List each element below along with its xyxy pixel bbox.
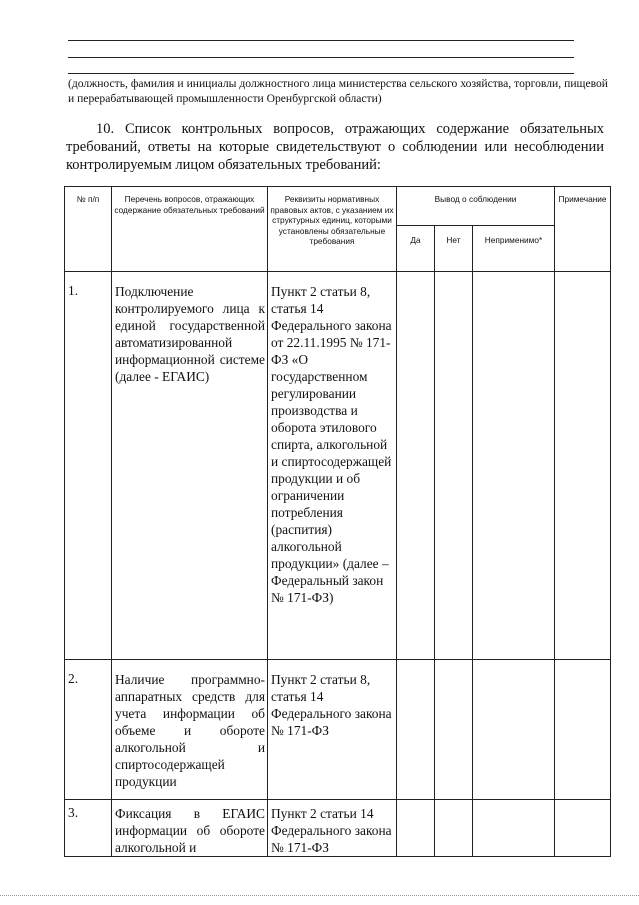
cell-not-applicable[interactable] bbox=[473, 660, 555, 800]
section-10-paragraph: 10. Список контрольных вопросов, отражающих содержание обязательных требований, ответы на которые свидетельствуют о соблюдении или несоблюдении контролируемым лицом обязательных требований: bbox=[66, 121, 604, 173]
cell-not-applicable[interactable] bbox=[473, 272, 555, 660]
cell-not-applicable[interactable] bbox=[473, 800, 555, 857]
official-caption: (должность, фамилия и инициалы должностного лица министерства сельского хозяйства, торговли, пищевой и перерабатывающей промышленности Оренбургской области) bbox=[68, 77, 608, 105]
header-num: № п/п bbox=[65, 187, 112, 272]
header-yes: Да bbox=[397, 226, 435, 272]
row-number: 3. bbox=[65, 800, 112, 857]
table-row bbox=[65, 272, 611, 660]
row-requisites: Пункт 2 статьи 8, статья 14 Федерального закона от 22.11.1995 № 171-ФЗ «О государственном регулировании производства и оборота этилового спирта, алкогольной и спиртосодержащей продукции и об ограничении потребления (распития) алкогольной продукции» (далее – Федеральный закон № 171-ФЗ) bbox=[268, 272, 397, 660]
signature-line-2 bbox=[68, 57, 574, 58]
scan-edge bbox=[0, 895, 639, 896]
cell-no[interactable] bbox=[435, 272, 473, 660]
cell-yes[interactable] bbox=[397, 660, 435, 800]
table-row bbox=[65, 800, 611, 857]
cell-yes[interactable] bbox=[397, 800, 435, 857]
cell-note[interactable] bbox=[555, 800, 611, 857]
header-not-applicable: Неприменимо* bbox=[473, 226, 555, 272]
row-question: Наличие программно-аппаратных средств для учета информации об объеме и обороте алкогольной и спиртосодержащей продукции bbox=[112, 660, 268, 800]
header-compliance: Вывод о соблюдении bbox=[397, 187, 555, 226]
table-row bbox=[65, 660, 611, 800]
row-requisites: Пункт 2 статьи 14 Федерального закона № 171-ФЗ bbox=[268, 800, 397, 857]
header-note: Примечание bbox=[555, 187, 611, 272]
header-questions: Перечень вопросов, отражающих содержание обязательных требований bbox=[112, 187, 268, 272]
signature-line-1 bbox=[68, 40, 574, 41]
header-requisites: Реквизиты нормативных правовых актов, с указанием их структурных единиц, которыми установлены обязательные требования bbox=[268, 187, 397, 272]
cell-yes[interactable] bbox=[397, 272, 435, 660]
signature-line-3 bbox=[68, 73, 574, 74]
row-requisites: Пункт 2 статьи 8, статья 14 Федерального закона № 171-ФЗ bbox=[268, 660, 397, 800]
cell-note[interactable] bbox=[555, 272, 611, 660]
row-number: 2. bbox=[65, 660, 112, 800]
checklist-table bbox=[64, 186, 611, 857]
cell-note[interactable] bbox=[555, 660, 611, 800]
cell-no[interactable] bbox=[435, 660, 473, 800]
row-question: Фиксация в ЕГАИС информации об обороте алкогольной и bbox=[112, 800, 268, 857]
header-no: Нет bbox=[435, 226, 473, 272]
row-number: 1. bbox=[65, 272, 112, 660]
cell-no[interactable] bbox=[435, 800, 473, 857]
row-question: Подключение контролируемого лица к единой государственной автоматизированной информационной системе (далее - ЕГАИС) bbox=[112, 272, 268, 660]
